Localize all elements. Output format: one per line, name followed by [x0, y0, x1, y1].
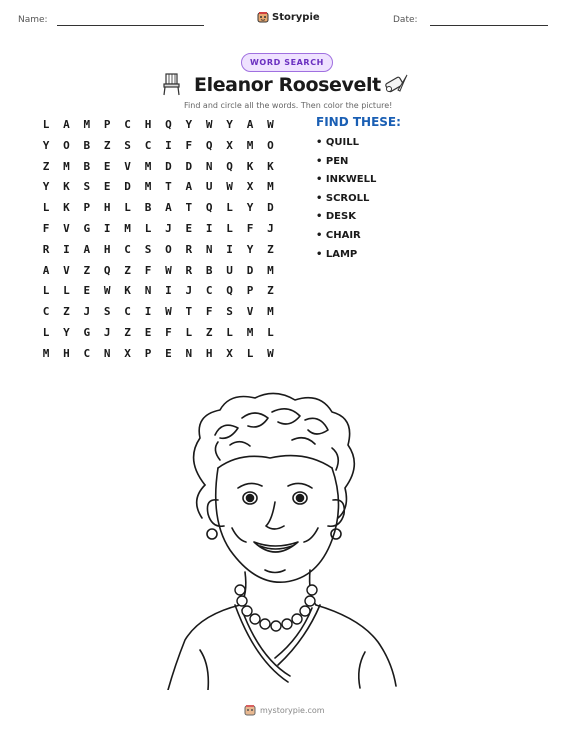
grid-cell[interactable]: K: [63, 201, 70, 215]
grid-cell[interactable]: H: [63, 346, 70, 360]
grid-cell[interactable]: C: [124, 118, 131, 131]
grid-cell[interactable]: Z: [267, 284, 274, 298]
grid-cell[interactable]: H: [103, 242, 111, 256]
grid-cell[interactable]: J: [103, 326, 111, 339]
grid-cell[interactable]: Z: [205, 326, 213, 339]
grid-cell[interactable]: L: [42, 118, 50, 131]
grid-cell[interactable]: R: [185, 242, 193, 256]
grid-cell[interactable]: W: [205, 118, 213, 131]
grid-cell[interactable]: P: [83, 201, 91, 215]
grid-cell[interactable]: N: [144, 284, 152, 298]
grid-cell[interactable]: L: [144, 222, 152, 235]
footer-url: mystorypie.com: [260, 705, 325, 715]
grid-cell[interactable]: I: [226, 242, 233, 256]
grid-cell[interactable]: F: [246, 222, 254, 235]
grid-cell[interactable]: L: [42, 284, 50, 298]
grid-cell[interactable]: L: [246, 346, 254, 360]
storypie-logo-icon: [257, 11, 269, 23]
grid-cell[interactable]: C: [83, 346, 91, 360]
grid-cell[interactable]: C: [42, 305, 50, 319]
storypie-logo: [257, 11, 320, 23]
grid-cell[interactable]: J: [267, 222, 274, 235]
grid-cell[interactable]: M: [267, 305, 274, 319]
grid-cell[interactable]: I: [165, 284, 172, 298]
grid-cell[interactable]: D: [124, 180, 131, 194]
grid-cell[interactable]: T: [185, 201, 193, 215]
grid-cell[interactable]: V: [246, 305, 254, 319]
grid-cell[interactable]: I: [165, 138, 172, 152]
grid-cell[interactable]: Z: [42, 159, 50, 173]
grid-cell[interactable]: S: [226, 305, 233, 319]
letter-grid[interactable]: [36, 118, 292, 374]
grid-cell[interactable]: U: [226, 263, 233, 277]
grid-cell[interactable]: Y: [42, 180, 50, 194]
name-line[interactable]: [57, 25, 204, 26]
grid-cell[interactable]: C: [124, 305, 131, 319]
grid-cell[interactable]: W: [267, 346, 274, 360]
grid-cell[interactable]: Y: [246, 201, 254, 215]
grid-cell[interactable]: N: [185, 346, 193, 360]
grid-cell[interactable]: Y: [185, 118, 193, 131]
grid-cell[interactable]: S: [103, 305, 111, 319]
grid-cell[interactable]: J: [185, 284, 193, 298]
grid-cell[interactable]: B: [144, 201, 152, 215]
grid-cell[interactable]: Q: [205, 138, 213, 152]
grid-cell[interactable]: E: [185, 222, 193, 235]
grid-cell[interactable]: L: [267, 326, 274, 339]
grid-cell[interactable]: W: [165, 263, 172, 277]
grid-cell[interactable]: A: [63, 118, 70, 131]
grid-cell[interactable]: F: [165, 326, 172, 339]
grid-cell[interactable]: W: [267, 118, 274, 131]
grid-cell[interactable]: R: [185, 263, 193, 277]
grid-cell[interactable]: H: [144, 118, 152, 131]
grid-cell[interactable]: Z: [124, 326, 131, 339]
grid-cell[interactable]: N: [205, 242, 213, 256]
grid-cell[interactable]: P: [103, 118, 111, 131]
grid-cell[interactable]: A: [83, 242, 91, 256]
grid-cell[interactable]: U: [205, 180, 213, 194]
grid-cell[interactable]: N: [103, 346, 111, 360]
grid-cell[interactable]: K: [267, 159, 274, 173]
grid-cell[interactable]: L: [42, 201, 50, 215]
grid-cell[interactable]: J: [165, 222, 172, 235]
grid-cell[interactable]: P: [246, 284, 254, 298]
grid-cell[interactable]: M: [124, 222, 131, 235]
word-item: • INKWELL: [316, 174, 377, 186]
grid-cell[interactable]: K: [246, 159, 254, 173]
grid-cell[interactable]: D: [246, 263, 254, 277]
grid-cell[interactable]: H: [205, 346, 213, 360]
grid-cell[interactable]: X: [246, 180, 254, 194]
grid-cell[interactable]: C: [124, 242, 131, 256]
grid-cell[interactable]: Z: [63, 305, 70, 319]
word-item: • PEN: [316, 155, 349, 167]
grid-cell[interactable]: C: [205, 284, 213, 298]
grid-cell[interactable]: F: [205, 305, 213, 319]
grid-cell[interactable]: S: [83, 180, 91, 194]
grid-cell[interactable]: Q: [226, 159, 233, 173]
grid-cell[interactable]: M: [246, 138, 254, 152]
grid-cell[interactable]: J: [83, 305, 91, 319]
grid-cell[interactable]: L: [42, 326, 50, 339]
grid-cell[interactable]: M: [144, 180, 152, 194]
grid-cell[interactable]: L: [226, 201, 233, 215]
grid-cell[interactable]: M: [63, 159, 70, 173]
grid-cell[interactable]: M: [42, 346, 50, 360]
grid-cell[interactable]: H: [103, 201, 111, 215]
name-label: Name:: [18, 15, 48, 25]
grid-cell[interactable]: O: [63, 138, 70, 152]
grid-cell[interactable]: S: [124, 138, 131, 152]
grid-cell[interactable]: A: [165, 201, 172, 215]
grid-cell[interactable]: W: [165, 305, 172, 319]
grid-cell[interactable]: X: [124, 346, 131, 360]
grid-cell[interactable]: L: [124, 201, 131, 215]
grid-cell[interactable]: V: [63, 222, 70, 235]
scroll-quill-icon: [383, 72, 409, 96]
grid-cell[interactable]: W: [103, 284, 111, 298]
grid-cell[interactable]: L: [226, 326, 233, 339]
page-title: Eleanor Roosevelt: [194, 74, 381, 96]
grid-cell[interactable]: F: [185, 138, 193, 152]
grid-cell[interactable]: E: [165, 346, 172, 360]
grid-cell[interactable]: K: [124, 284, 131, 298]
word-item: • DESK: [316, 211, 356, 223]
date-label: Date:: [393, 15, 418, 25]
grid-cell[interactable]: G: [83, 222, 91, 235]
grid-cell[interactable]: T: [165, 180, 172, 194]
word-list: [316, 134, 376, 264]
grid-cell[interactable]: B: [205, 263, 213, 277]
grid-cell[interactable]: Q: [165, 118, 172, 131]
grid-cell[interactable]: R: [42, 242, 50, 256]
grid-cell[interactable]: T: [185, 305, 193, 319]
grid-cell[interactable]: I: [205, 222, 213, 235]
grid-cell[interactable]: E: [83, 284, 91, 298]
grid-cell[interactable]: I: [144, 305, 152, 319]
grid-cell[interactable]: X: [226, 346, 233, 360]
grid-cell[interactable]: A: [246, 118, 254, 131]
grid-cell[interactable]: B: [83, 159, 91, 173]
grid-cell[interactable]: L: [185, 326, 193, 339]
grid-cell[interactable]: Y: [246, 242, 254, 256]
grid-cell[interactable]: D: [267, 201, 274, 215]
grid-cell[interactable]: X: [226, 138, 233, 152]
grid-cell[interactable]: D: [185, 159, 193, 173]
grid-cell[interactable]: E: [103, 159, 111, 173]
grid-cell[interactable]: Y: [63, 326, 70, 339]
grid-cell[interactable]: Z: [124, 263, 131, 277]
grid-cell[interactable]: P: [144, 346, 152, 360]
grid-cell[interactable]: F: [144, 263, 152, 277]
grid-cell[interactable]: Q: [103, 263, 111, 277]
footer: [244, 704, 325, 716]
grid-cell[interactable]: E: [103, 180, 111, 194]
grid-cell[interactable]: K: [63, 180, 70, 194]
grid-cell[interactable]: I: [63, 242, 70, 256]
eleanor-coloring-illustration[interactable]: [160, 390, 410, 690]
grid-cell[interactable]: M: [144, 159, 152, 173]
date-line[interactable]: [430, 25, 548, 26]
grid-cell[interactable]: M: [83, 118, 91, 131]
instructions: Find and circle all the words. Then color the picture!: [184, 101, 393, 110]
grid-cell[interactable]: A: [185, 180, 193, 194]
word-item: • SCROLL: [316, 192, 370, 204]
word-item: • QUILL: [316, 137, 359, 148]
grid-cell[interactable]: G: [83, 326, 91, 339]
grid-cell[interactable]: L: [63, 284, 70, 298]
grid-cell[interactable]: O: [165, 242, 172, 256]
grid-cell[interactable]: I: [103, 222, 111, 235]
grid-cell[interactable]: O: [267, 138, 274, 152]
grid-cell[interactable]: F: [42, 222, 50, 235]
brand-name: Storypie: [272, 11, 320, 23]
grid-cell[interactable]: E: [144, 326, 152, 339]
grid-cell[interactable]: Z: [267, 242, 274, 256]
grid-cell[interactable]: Z: [103, 138, 111, 152]
grid-cell[interactable]: W: [226, 180, 233, 194]
word-item: • CHAIR: [316, 229, 361, 241]
grid-cell[interactable]: Y: [226, 118, 233, 131]
grid-cell[interactable]: D: [165, 159, 172, 173]
grid-cell[interactable]: N: [205, 159, 213, 173]
word-item: • LAMP: [316, 248, 358, 260]
storypie-logo-icon: [244, 704, 256, 716]
grid-cell[interactable]: L: [226, 222, 233, 235]
chair-icon: [161, 72, 181, 96]
word-search-badge: WORD SEARCH: [241, 53, 333, 72]
grid-cell[interactable]: M: [267, 263, 274, 277]
grid-cell[interactable]: V: [124, 159, 131, 173]
grid-cell[interactable]: Q: [226, 284, 233, 298]
grid-cell[interactable]: M: [267, 180, 274, 194]
grid-cell[interactable]: Q: [205, 201, 213, 215]
grid-cell[interactable]: Y: [42, 138, 50, 152]
grid-cell[interactable]: B: [83, 138, 91, 152]
grid-cell[interactable]: S: [144, 242, 152, 256]
grid-cell[interactable]: C: [144, 138, 152, 152]
grid-cell[interactable]: A: [42, 263, 50, 277]
grid-cell[interactable]: Z: [83, 263, 91, 277]
grid-cell[interactable]: V: [63, 263, 70, 277]
find-these-title: FIND THESE:: [316, 115, 401, 129]
grid-cell[interactable]: M: [246, 326, 254, 339]
